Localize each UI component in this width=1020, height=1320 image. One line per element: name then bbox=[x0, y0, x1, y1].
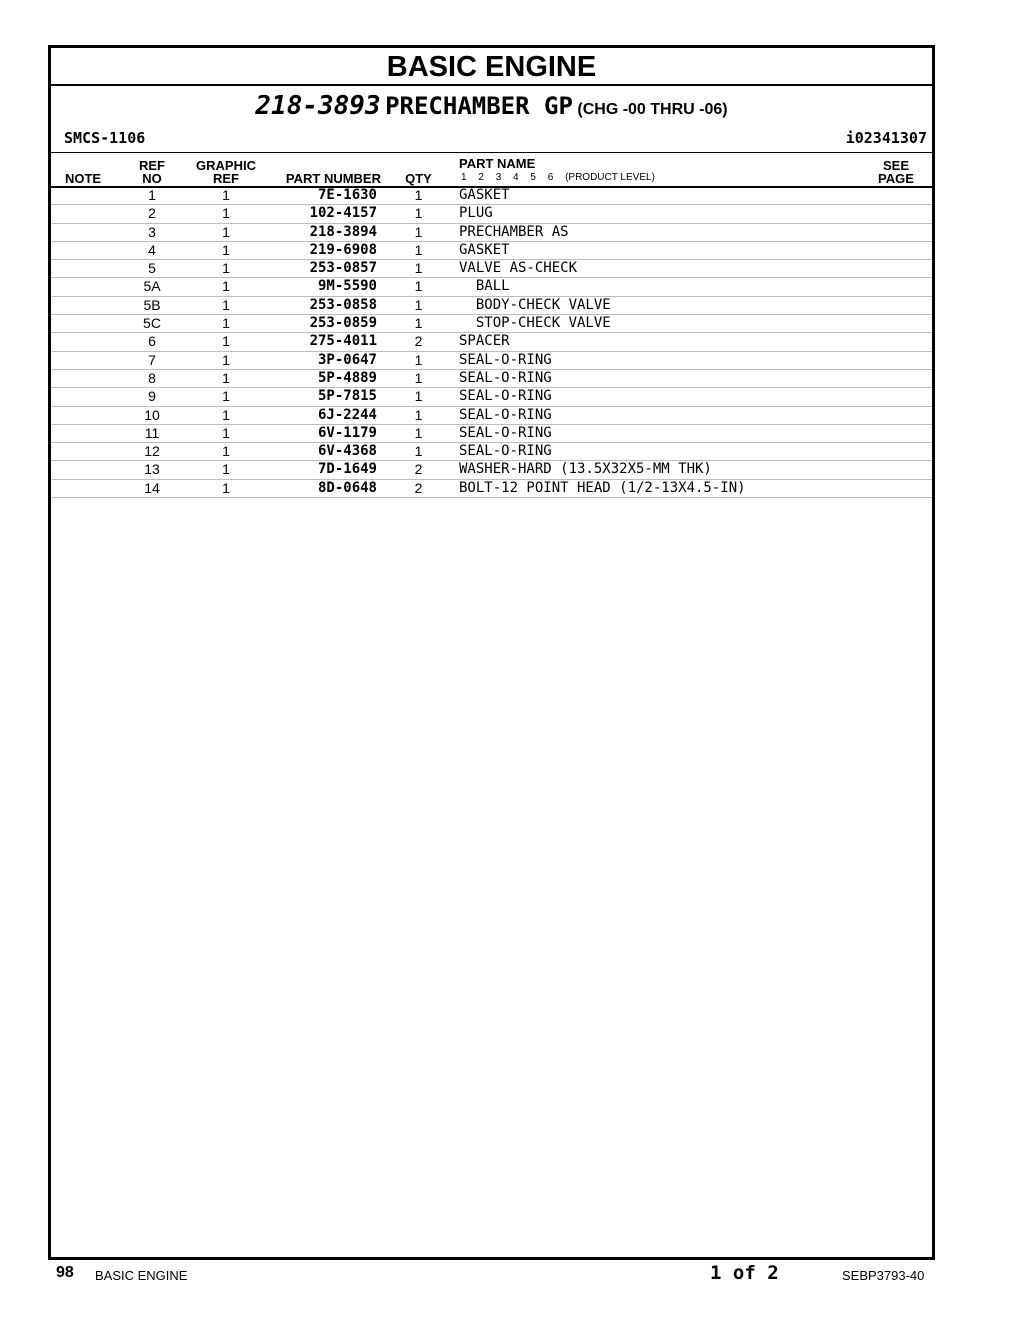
quantity: 1 bbox=[414, 205, 423, 222]
graphic-ref: 1 bbox=[222, 461, 230, 478]
col-ref-top: REF bbox=[139, 158, 165, 173]
section-title: BASIC ENGINE bbox=[51, 48, 932, 86]
ref-no: 13 bbox=[144, 461, 160, 478]
part-number: 5P-7815 bbox=[317, 388, 377, 405]
part-number: 253-0857 bbox=[309, 260, 377, 277]
quantity: 1 bbox=[414, 241, 423, 258]
table-row bbox=[51, 352, 932, 370]
part-number: 7E-1630 bbox=[317, 187, 377, 203]
table-row bbox=[51, 443, 932, 461]
ref-no: 9 bbox=[148, 388, 156, 405]
table-row bbox=[51, 260, 932, 278]
graphic-ref: 1 bbox=[222, 479, 230, 496]
part-name: BODY-CHECK VALVE bbox=[459, 296, 611, 313]
quantity: 2 bbox=[414, 461, 423, 478]
table-row bbox=[51, 461, 932, 479]
part-name: STOP-CHECK VALVE bbox=[459, 315, 611, 332]
part-number: 219-6908 bbox=[309, 241, 377, 258]
quantity: 1 bbox=[414, 187, 423, 203]
level-2: 2 bbox=[478, 172, 484, 183]
footer-section: BASIC ENGINE bbox=[95, 1268, 188, 1283]
table-row bbox=[51, 388, 932, 406]
quantity: 1 bbox=[414, 406, 423, 423]
part-number: 102-4157 bbox=[309, 205, 377, 222]
part-number: 6J-2244 bbox=[317, 406, 377, 423]
col-graphic-bottom: REF bbox=[213, 171, 239, 186]
col-part-name: PART NAME bbox=[459, 156, 536, 171]
col-ref-bottom: NO bbox=[142, 171, 162, 186]
quantity: 1 bbox=[414, 388, 423, 405]
part-name: GASKET bbox=[459, 241, 510, 258]
ref-no: 8 bbox=[148, 369, 156, 386]
ref-no: 2 bbox=[148, 205, 156, 222]
footer-page-of: 1 of 2 bbox=[710, 1262, 779, 1284]
part-name: SEAL-O-RING bbox=[459, 351, 552, 368]
part-name: WASHER-HARD (13.5X32X5-MM THK) bbox=[459, 461, 712, 478]
table-row bbox=[51, 425, 932, 443]
part-name: BALL bbox=[459, 278, 510, 295]
part-number: 5P-4889 bbox=[317, 369, 377, 386]
table-row bbox=[51, 333, 932, 351]
table-row bbox=[51, 205, 932, 223]
ref-no: 7 bbox=[148, 351, 156, 368]
col-see-top: SEE bbox=[882, 158, 909, 173]
part-number: 275-4011 bbox=[309, 333, 377, 350]
part-number: 6V-4368 bbox=[317, 443, 377, 460]
part-name: SEAL-O-RING bbox=[459, 443, 552, 460]
ref-no: 11 bbox=[144, 424, 160, 441]
graphic-ref: 1 bbox=[222, 278, 230, 295]
product-levels bbox=[461, 172, 664, 183]
quantity: 2 bbox=[414, 333, 423, 350]
level-1: 1 bbox=[461, 172, 467, 183]
ref-no: 12 bbox=[144, 443, 160, 460]
level-4: 4 bbox=[513, 172, 519, 183]
parts-table bbox=[51, 187, 932, 498]
quantity: 1 bbox=[414, 278, 423, 295]
graphic-ref: 1 bbox=[222, 388, 230, 405]
illustration-id: i02341307 bbox=[845, 129, 927, 147]
part-name: BOLT-12 POINT HEAD (1/2-13X4.5-IN) bbox=[459, 479, 746, 496]
group-change-range: (CHG -00 THRU -06) bbox=[577, 101, 728, 118]
part-number: 218-3894 bbox=[309, 223, 377, 240]
col-part-number: PART NUMBER bbox=[285, 171, 381, 186]
col-note: NOTE bbox=[64, 171, 102, 186]
graphic-ref: 1 bbox=[222, 351, 230, 368]
page-frame bbox=[48, 45, 935, 1260]
graphic-ref: 1 bbox=[222, 241, 230, 258]
graphic-ref: 1 bbox=[222, 315, 230, 332]
quantity: 1 bbox=[414, 351, 423, 368]
product-level-label: (PRODUCT LEVEL) bbox=[565, 172, 655, 183]
table-row bbox=[51, 370, 932, 388]
part-name: GASKET bbox=[459, 187, 510, 203]
part-name: PLUG bbox=[459, 205, 493, 222]
part-name: VALVE AS-CHECK bbox=[459, 260, 578, 277]
part-number: 9M-5590 bbox=[317, 278, 377, 295]
ref-no: 5 bbox=[148, 260, 156, 277]
ref-no: 3 bbox=[148, 223, 156, 240]
header-divider bbox=[51, 152, 932, 153]
table-row bbox=[51, 480, 932, 498]
table-row bbox=[51, 315, 932, 333]
col-qty: QTY bbox=[405, 171, 432, 186]
part-name: SEAL-O-RING bbox=[459, 406, 552, 423]
quantity: 1 bbox=[414, 296, 423, 313]
ref-no: 5C bbox=[143, 315, 161, 332]
level-6: 6 bbox=[547, 172, 554, 183]
graphic-ref: 1 bbox=[222, 333, 230, 350]
level-3: 3 bbox=[495, 172, 502, 183]
part-name: SEAL-O-RING bbox=[459, 369, 552, 386]
group-title bbox=[51, 91, 932, 121]
quantity: 1 bbox=[414, 424, 423, 441]
quantity: 1 bbox=[414, 443, 423, 460]
table-row bbox=[51, 224, 932, 242]
part-name: SPACER bbox=[459, 333, 510, 350]
ref-no: 14 bbox=[144, 479, 160, 496]
col-graphic-top: GRAPHIC bbox=[196, 158, 256, 173]
graphic-ref: 1 bbox=[222, 260, 230, 277]
graphic-ref: 1 bbox=[222, 296, 230, 313]
part-name: SEAL-O-RING bbox=[459, 388, 552, 405]
table-row bbox=[51, 278, 932, 296]
ref-no: 4 bbox=[148, 241, 156, 258]
ref-no: 1 bbox=[148, 187, 156, 203]
smcs-code: SMCS-1106 bbox=[64, 129, 146, 147]
level-5: 5 bbox=[530, 172, 536, 183]
group-part-number: 218-3893 bbox=[255, 91, 381, 121]
ref-no: 5A bbox=[143, 278, 161, 295]
part-number: 6V-1179 bbox=[317, 424, 377, 441]
quantity: 1 bbox=[414, 260, 423, 277]
col-see-bottom: PAGE bbox=[878, 171, 914, 186]
ref-no: 10 bbox=[144, 406, 160, 423]
footer-document-id: SEBP3793-40 bbox=[842, 1268, 925, 1283]
graphic-ref: 1 bbox=[222, 406, 230, 423]
group-name: PRECHAMBER GP bbox=[385, 92, 573, 120]
part-name: PRECHAMBER AS bbox=[459, 223, 569, 240]
part-number: 253-0859 bbox=[309, 315, 377, 332]
graphic-ref: 1 bbox=[222, 205, 230, 222]
graphic-ref: 1 bbox=[222, 424, 230, 441]
table-row bbox=[51, 407, 932, 425]
quantity: 2 bbox=[414, 479, 423, 496]
table-row bbox=[51, 187, 932, 205]
quantity: 1 bbox=[414, 315, 423, 332]
quantity: 1 bbox=[414, 369, 423, 386]
table-row bbox=[51, 242, 932, 260]
footer-page-number: 98 bbox=[56, 1264, 74, 1281]
part-number: 7D-1649 bbox=[317, 461, 377, 478]
graphic-ref: 1 bbox=[222, 223, 230, 240]
table-row bbox=[51, 297, 932, 315]
ref-no: 6 bbox=[148, 333, 156, 350]
part-number: 253-0858 bbox=[309, 296, 377, 313]
part-name: SEAL-O-RING bbox=[459, 424, 552, 441]
part-number: 3P-0647 bbox=[317, 351, 377, 368]
part-number: 8D-0648 bbox=[317, 479, 377, 496]
graphic-ref: 1 bbox=[222, 443, 230, 460]
quantity: 1 bbox=[414, 223, 423, 240]
graphic-ref: 1 bbox=[222, 369, 230, 386]
ref-no: 5B bbox=[143, 296, 161, 313]
graphic-ref: 1 bbox=[222, 187, 230, 203]
